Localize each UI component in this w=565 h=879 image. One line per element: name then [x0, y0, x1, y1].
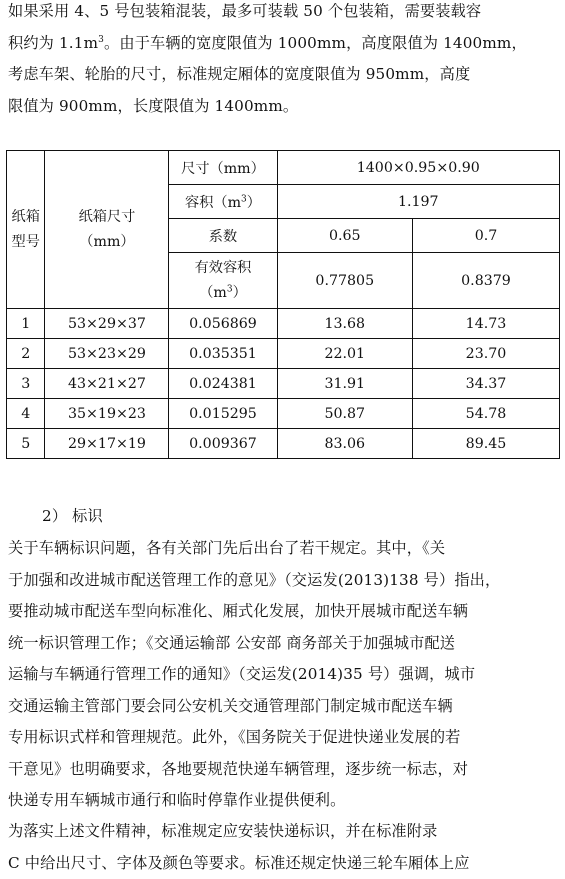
cell-size: 43×21×27 [45, 369, 169, 399]
text-line: 考虑车架、轮胎的尺寸，标准规定厢体的宽度限值为 950mm，高度 [8, 59, 558, 91]
cell-count-a: 83.06 [277, 429, 412, 459]
coefficient-label: 系数 [169, 219, 277, 253]
cell-volume: 0.009367 [169, 429, 277, 459]
carton-type-header: 纸箱 型号 [7, 151, 45, 309]
table-row [7, 309, 560, 339]
text-line: 快递专用车辆城市通行和临时停靠作业提供便利。 [8, 785, 558, 817]
body-paragraph [8, 533, 558, 817]
coefficient-b: 0.7 [412, 219, 559, 253]
intro-paragraph [8, 0, 558, 122]
text-line: 统一标识管理工作；《交通运输部 公安部 商务部关于加强城市配送 [8, 628, 558, 660]
carton-size-header: 纸箱尺寸 （mm） [45, 151, 169, 309]
coefficient-a: 0.65 [277, 219, 412, 253]
cell-size: 35×19×23 [45, 399, 169, 429]
cell-volume: 0.015295 [169, 399, 277, 429]
table-row [7, 369, 560, 399]
volume-label: 容积$(m^3)$ [169, 185, 277, 219]
table-row [7, 151, 560, 185]
cell-size: 29×17×19 [45, 429, 169, 459]
cell-count-b: 14.73 [412, 309, 559, 339]
effective-volume-a: 0.77805 [277, 253, 412, 309]
text-line: 干意见》也明确要求，各地要规范快递车辆管理，逐步统一标志，对 [8, 754, 558, 786]
cell-type: 3 [7, 369, 45, 399]
text-line: 关于车辆标识问题，各有关部门先后出台了若干规定。其中，《关 [8, 533, 558, 565]
cell-count-a: 50.87 [277, 399, 412, 429]
text-line: 运输与车辆通行管理工作的通知》（交运发(2014)35 号）强调，城市 [8, 659, 558, 691]
cell-count-b: 23.70 [412, 339, 559, 369]
closing-paragraph [8, 816, 558, 879]
cell-count-b: 54.78 [412, 399, 559, 429]
table-row [7, 399, 560, 429]
text-line: 限值为 900mm，长度限值为 1400mm。 [8, 91, 558, 123]
cell-count-a: 22.01 [277, 339, 412, 369]
text-line: 为落实上述文件精神，标准规定应安装快递标识，并在标准附录 [8, 816, 558, 848]
effective-volume-label: 有效容积 $(m^3)$ [169, 253, 277, 309]
cell-size: 53×23×29 [45, 339, 169, 369]
cell-count-a: 31.91 [277, 369, 412, 399]
cell-type: 2 [7, 339, 45, 369]
cell-count-a: 13.68 [277, 309, 412, 339]
table-row [7, 429, 560, 459]
text-line: 于加强和改进城市配送管理工作的意见》（交运发(2013)138 号）指出， [8, 565, 558, 597]
cell-size: 53×29×37 [45, 309, 169, 339]
table-row [7, 339, 560, 369]
cell-type: 5 [7, 429, 45, 459]
carton-spec-table [6, 150, 560, 459]
effective-volume-b: 0.8379 [412, 253, 559, 309]
text-line: 积约为 $1.1m^3$。由于车辆的宽度限值为 1000mm，高度限值为 1400mm， [8, 28, 558, 60]
section-heading: 2） 标识 [42, 501, 565, 533]
cell-type: 4 [7, 399, 45, 429]
dimension-value: 1400×0.95×0.90 [277, 151, 559, 185]
cell-volume: 0.024381 [169, 369, 277, 399]
cell-type: 1 [7, 309, 45, 339]
text-line: 如果采用 4、5 号包装箱混装，最多可装载 50 个包装箱，需要装载容 [8, 0, 558, 28]
cell-volume: 0.035351 [169, 339, 277, 369]
text-line: C 中给出尺寸、字体及颜色等要求。标准还规定快递三轮车厢体上应 [8, 848, 558, 879]
text-line: 专用标识式样和管理规范。此外，《国务院关于促进快递业发展的若 [8, 722, 558, 754]
text-line: 要推动城市配送车型向标准化、厢式化发展，加快开展城市配送车辆 [8, 596, 558, 628]
text-line: 交通运输主管部门要会同公安机关交通管理部门制定城市配送车辆 [8, 691, 558, 723]
dimension-label: 尺寸（mm） [169, 151, 277, 185]
cell-count-b: 89.45 [412, 429, 559, 459]
cell-volume: 0.056869 [169, 309, 277, 339]
cell-count-b: 34.37 [412, 369, 559, 399]
volume-value: 1.197 [277, 185, 559, 219]
